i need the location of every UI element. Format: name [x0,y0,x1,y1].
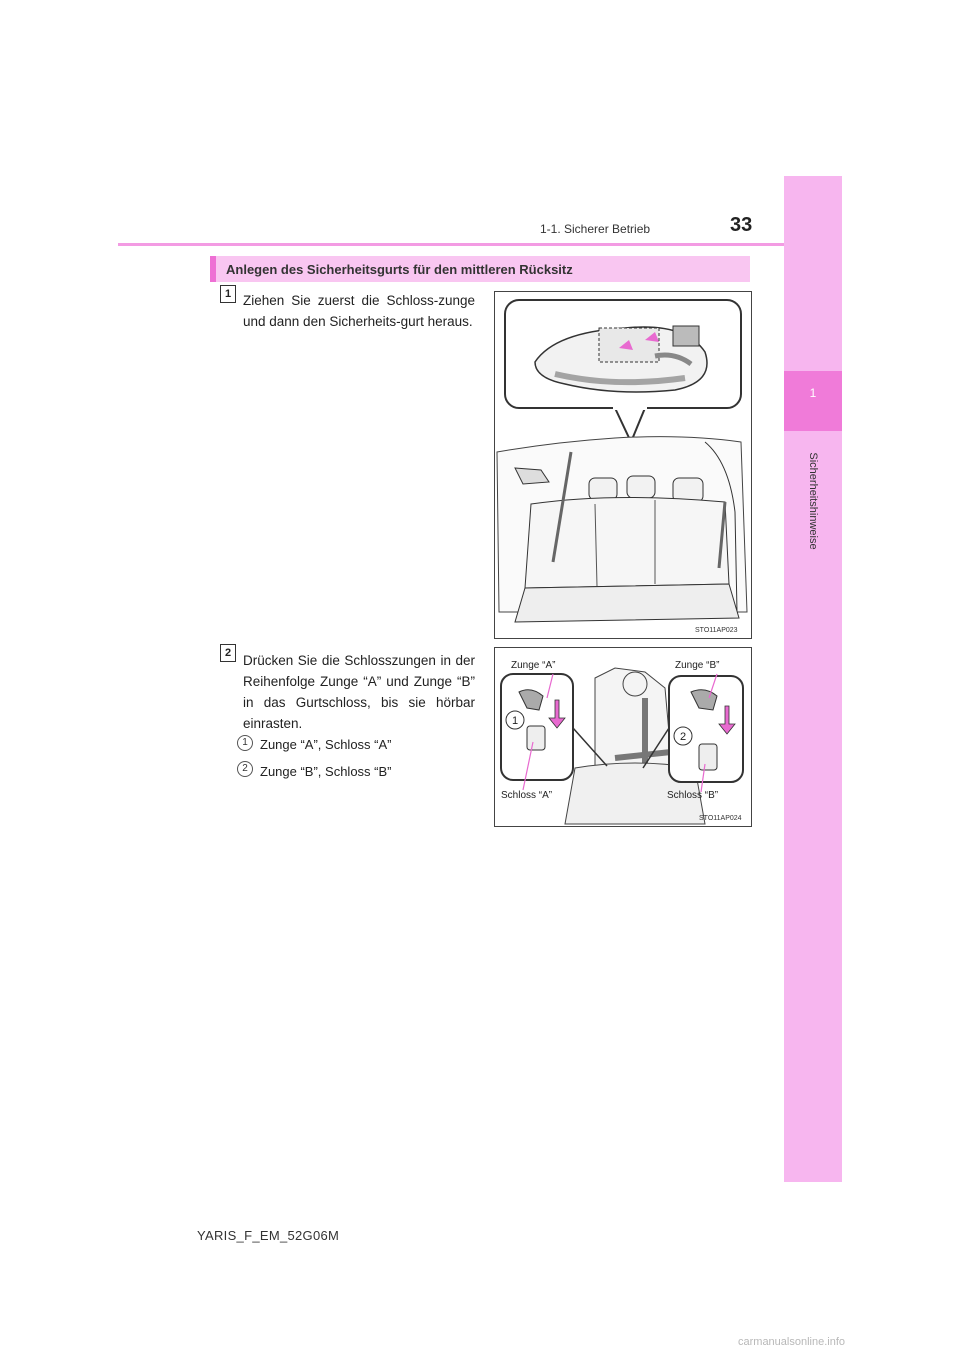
chapter-tab-active[interactable] [784,371,842,431]
figure-buckles [494,647,752,827]
header-rule [118,243,784,246]
figure-1-code: STO11AP023 [695,627,738,634]
rear-seat-illustration [495,292,751,638]
label-buckle-b: Schloss “B” [667,790,719,801]
section-heading: Anlegen des Sicherheitsgurts für den mittleren Rücksitz [226,262,573,277]
step-1-badge: 1 [220,285,236,303]
section-title: 1-1. Sicherer Betrieb [540,222,651,236]
label-tongue-b: Zunge “B” [675,660,720,671]
chapter-title: Sicherheitshinweise [807,452,819,550]
figure-rear-seat [494,291,752,639]
callout-1: 1 [511,715,519,727]
sub-item-1-badge: 1 [237,735,253,751]
chapter-side-tab [784,176,842,1182]
sub-item-1-text: Zunge “A”, Schloss “A” [260,737,392,752]
sub-item-2-text: Zunge “B”, Schloss “B” [260,764,392,779]
document-code: YARIS_F_EM_52G06M [197,1228,340,1243]
chapter-title-wrap [796,436,830,566]
step-1-text: Ziehen Sie zuerst die Schloss-zunge und dann den Sicherheits-gurt heraus. [243,293,475,329]
callout-2: 2 [679,731,687,743]
label-buckle-a: Schloss “A” [501,790,553,801]
step-2-text: Drücken Sie die Schlosszungen in der Reihenfolge Zunge “A” und Zunge “B” in das Gurtschloss, bis sie hörbar einrasten. [243,653,475,731]
page-number: 33 [730,214,753,236]
figure-2-code: STO11AP024 [699,815,742,822]
sub-item-2-badge: 2 [237,761,253,777]
buckle-illustration [495,648,751,826]
chapter-number: 1 [809,386,817,400]
watermark: carmanualsonline.info [738,1336,846,1348]
step-2-badge: 2 [220,644,236,662]
section-heading-accent [210,256,216,282]
label-tongue-a: Zunge “A” [511,660,556,671]
